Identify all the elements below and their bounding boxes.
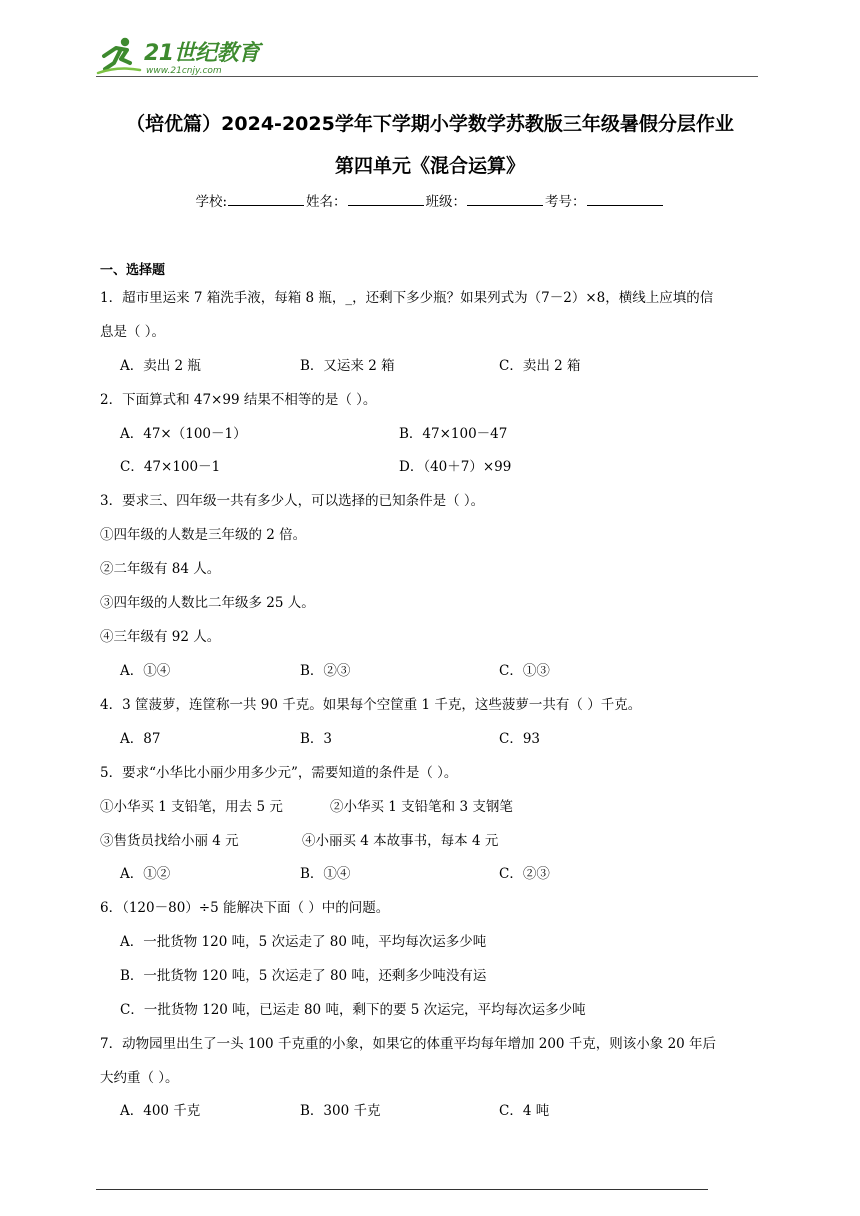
question-4-option-c[interactable]: C．93 (499, 731, 541, 747)
question-4-option-a[interactable]: A．87 (120, 731, 161, 747)
question-5-condition-3: ③售货员找给小丽 4 元 (100, 833, 239, 849)
name-label: 姓名： (306, 194, 347, 210)
question-7-option-c[interactable]: C．4 吨 (499, 1103, 550, 1119)
document-title: （培优篇）2024-2025学年下学期小学数学苏教版三年级暑假分层作业 (126, 113, 734, 135)
footer-divider (96, 1189, 708, 1190)
question-3-condition-3: ③四年级的人数比二年级多 25 人。 (100, 595, 315, 611)
question-3-option-b[interactable]: B．②③ (300, 663, 351, 679)
question-3-condition-2: ②二年级有 84 人。 (100, 561, 221, 577)
question-7-option-a[interactable]: A．400 千克 (120, 1103, 201, 1119)
school-label: 学校: (195, 194, 228, 210)
name-blank[interactable] (348, 193, 424, 206)
question-5-option-c[interactable]: C．②③ (499, 866, 550, 882)
question-1-option-b[interactable]: B．又运来 2 箱 (300, 358, 395, 374)
question-5-condition-4: ④小丽买 4 本故事书，每本 4 元 (302, 833, 499, 849)
document-subtitle: 第四单元《混合运算》 (334, 155, 525, 177)
class-blank[interactable] (467, 193, 543, 206)
runner-logo-icon (96, 36, 142, 76)
brand-name: 21世纪教育 (144, 41, 260, 66)
exam-number-label: 考号： (545, 194, 586, 210)
question-3-option-c[interactable]: C．①③ (499, 663, 550, 679)
question-6-stem: 6．（120－80）÷5 能解决下面（ ）中的问题。 (100, 900, 390, 916)
question-3-condition-4: ④三年级有 92 人。 (100, 629, 221, 645)
question-3-stem: 3．要求三、四年级一共有多少人，可以选择的已知条件是（ ）。 (100, 493, 485, 509)
question-2-stem: 2．下面算式和 47×99 结果不相等的是（ ）。 (100, 392, 377, 408)
question-3-condition-1: ①四年级的人数是三年级的 2 倍。 (100, 527, 307, 543)
question-5-option-b[interactable]: B．①④ (300, 866, 351, 882)
question-1-stem-cont: 息是（ ）。 (100, 324, 166, 340)
question-2-option-c[interactable]: C．47×100－1 (120, 459, 221, 475)
question-4-option-b[interactable]: B．3 (300, 731, 333, 747)
question-5-stem: 5．要求“小华比小丽少用多少元”，需要知道的条件是（ ）。 (100, 765, 458, 781)
question-5-option-a[interactable]: A．①② (120, 866, 171, 882)
brand-url: www.21cnjy.com (146, 66, 222, 76)
question-7-option-b[interactable]: B．300 千克 (300, 1103, 381, 1119)
exam-number-blank[interactable] (587, 193, 663, 206)
question-6-option-b[interactable]: B．一批货物 120 吨，5 次运走了 80 吨，还剩多少吨没有运 (120, 968, 487, 984)
question-1-stem: 1．超市里运来 7 箱洗手液，每箱 8 瓶，_，还剩下多少瓶？如果列式为（7－2）×8，横线上应填的信 (100, 290, 714, 306)
school-blank[interactable] (228, 193, 304, 206)
question-7-stem-cont: 大约重（ ）。 (100, 1070, 179, 1086)
class-label: 班级： (425, 194, 467, 210)
question-2-option-d[interactable]: D．（40＋7）×99 (399, 459, 512, 475)
header-divider (96, 76, 758, 77)
question-6-option-a[interactable]: A．一批货物 120 吨，5 次运走了 80 吨，平均每次运多少吨 (120, 934, 487, 950)
question-2-option-a[interactable]: A．47×（100－1） (120, 426, 247, 442)
question-7-stem: 7．动物园里出生了一头 100 千克重的小象，如果它的体重平均每年增加 200 千克，则该小象 20 年后 (100, 1036, 717, 1052)
question-4-stem: 4．3 筐菠萝，连筐称一共 90 千克。如果每个空筐重 1 千克，这些菠萝一共有（ ）千克。 (100, 697, 642, 713)
question-1-option-a[interactable]: A．卖出 2 瓶 (120, 358, 201, 374)
student-info-line (0, 190, 860, 210)
question-5-condition-1: ①小华买 1 支铅笔，用去 5 元 (100, 799, 283, 815)
section-heading: 一、选择题 (100, 263, 166, 278)
question-5-condition-2: ②小华买 1 支铅笔和 3 支钢笔 (330, 799, 513, 815)
question-2-option-b[interactable]: B．47×100－47 (399, 426, 508, 442)
question-1-option-c[interactable]: C．卖出 2 箱 (499, 358, 581, 374)
question-6-option-c[interactable]: C．一批货物 120 吨，已运走 80 吨，剩下的要 5 次运完，平均每次运多少吨 (120, 1002, 586, 1018)
brand-logo (96, 34, 260, 76)
question-3-option-a[interactable]: A．①④ (120, 663, 171, 679)
